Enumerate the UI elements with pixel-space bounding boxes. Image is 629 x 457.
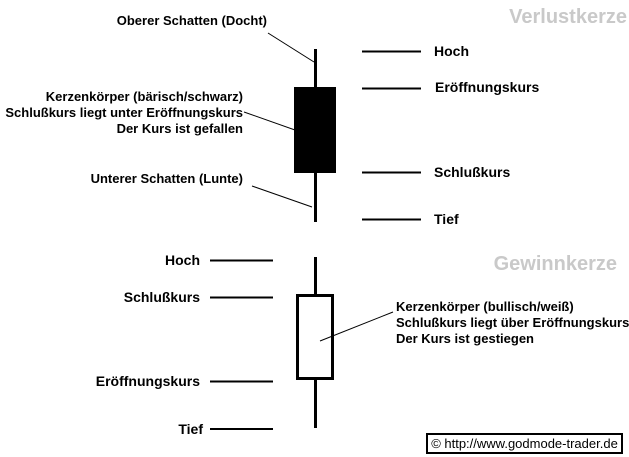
profit-candle-body: [298, 296, 333, 379]
loss-open-price-label: Eröffnungskurs: [435, 79, 540, 95]
copyright-box: [426, 433, 623, 454]
loss-body-annotation: [5, 89, 243, 137]
loss-body-annotation-line1: Kerzenkörper (bärisch/schwarz): [45, 89, 243, 104]
loss-lower-shadow-label: Unterer Schatten (Lunte): [90, 171, 243, 186]
profit-body-annotation-line3: Der Kurs ist gestiegen: [396, 331, 534, 346]
profit-body-annotation-line2: Schlußkurs liegt über Eröffnungskurs: [396, 315, 629, 330]
loss-body-leader-line: [244, 112, 295, 130]
loss-close-price-label: Schlußkurs: [434, 164, 511, 180]
loss-low-price-label: Tief: [434, 211, 459, 227]
loss-high-price-label: Hoch: [434, 43, 469, 59]
profit-high-price-label: Hoch: [165, 252, 200, 268]
loss-body-annotation-line3: Der Kurs ist gefallen: [116, 121, 243, 136]
profit-low-price-label: Tief: [178, 421, 203, 437]
profit-section-title: Gewinnkerze: [493, 253, 617, 275]
profit-body-annotation-line1: Kerzenkörper (bullisch/weiß): [396, 299, 574, 314]
loss-lower-shadow-leader-line: [252, 186, 312, 207]
loss-body-annotation-line2: Schlußkurs liegt unter Eröffnungskurs: [5, 105, 243, 120]
loss-upper-shadow-leader-line: [268, 33, 314, 62]
loss-upper-shadow-label: Oberer Schatten (Docht): [116, 13, 267, 28]
profit-body-annotation: [396, 299, 629, 347]
profit-close-price-label: Schlußkurs: [123, 289, 200, 305]
loss-candle-body: [294, 87, 336, 173]
copyright-text: © http://www.godmode-trader.de: [431, 436, 618, 451]
profit-open-price-label: Eröffnungskurs: [95, 373, 200, 389]
loss-section-title: Verlustkerze: [509, 6, 627, 28]
